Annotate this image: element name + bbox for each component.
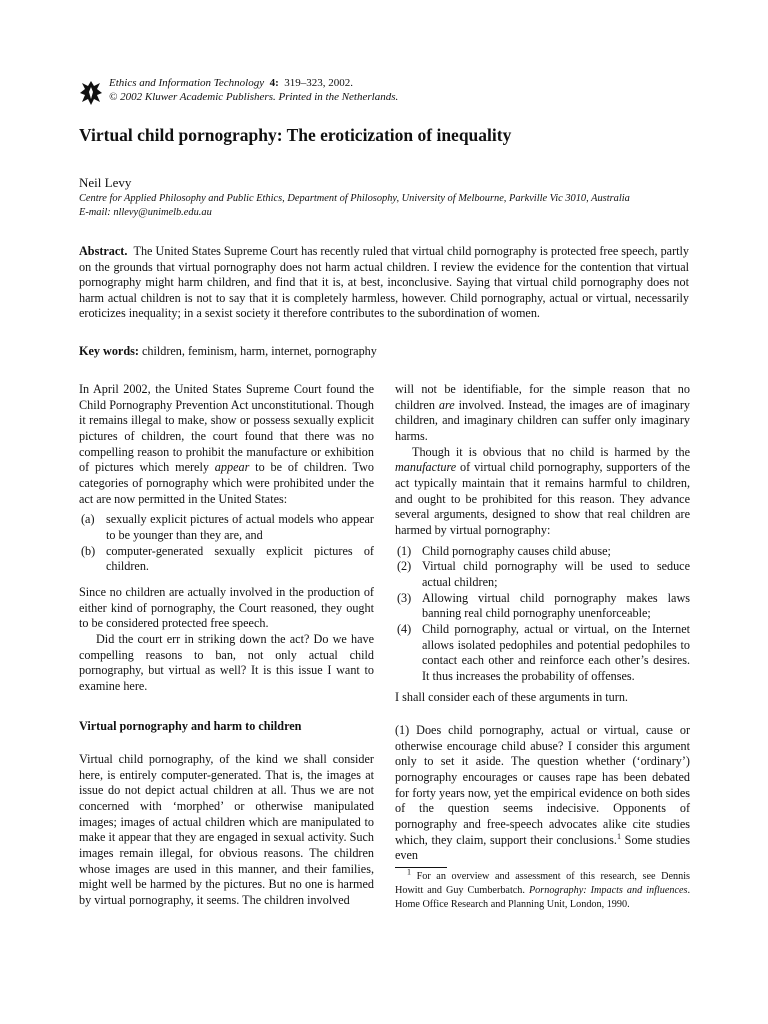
list-text: Child pornography causes child abuse; [422, 543, 611, 558]
journal-pages: 319–323, 2002. [284, 77, 354, 89]
emphasis: Pornography: Impacts and influences [528, 885, 688, 897]
paragraph: Did the court err in striking down the act? Do we have compelling reasons to ban, not only actual child pornography, but virtual as well? It is this issue I want to examine here. [79, 631, 374, 693]
list-text: Child pornography, actual or virtual, on the Internet allows isolated pedophiles and potential pedophiles to contact each other and reinforce each other’s desires. It thus increases the probability of offenses. [422, 621, 690, 683]
list-text: computer-generated sexually explicit pictures of children. [106, 543, 374, 574]
list-item [79, 512, 374, 543]
text-run: For an overview and assessment of this research, see Dennis Howitt and Guy Cumberbatch. [395, 871, 690, 897]
emphasis: are [438, 397, 455, 412]
list-label: (4) [397, 621, 412, 636]
right-column [395, 382, 690, 912]
text-run: (1) Does child pornography, actual or virtual, cause or otherwise encourage child abuse? I consider this argument only to set it aside. The question whether (‘ordinary’) pornography encourages or causes rape has been debated for forty years now, yet the empirical evidence on both sides of the question seems indecisive. Opponents of pornography and free-speech advocates alike cite studies which, they claim, support their conclusions. [395, 723, 690, 847]
journal-info [109, 76, 398, 104]
footnote [395, 867, 691, 912]
paper-title: Virtual child pornography: The eroticization of inequality [79, 125, 512, 145]
list-label: (a) [81, 512, 95, 527]
list-item [395, 622, 690, 685]
keywords-text: children, feminism, harm, internet, pornography [141, 344, 377, 358]
paragraph: Since no children are actually involved in the production of either kind of pornography, the Court reasoned, they ought to be considered protected free speech. [79, 584, 374, 631]
list-label: (3) [397, 590, 412, 605]
footnote-divider [395, 867, 447, 868]
emphasis: manufacture [395, 460, 457, 475]
list-label: (2) [397, 559, 412, 574]
list-item [395, 559, 690, 590]
text-run: to be of children. Two categories of pornography which were prohibited under the act are now permitted in the United States: [79, 460, 374, 506]
paragraph [395, 445, 690, 539]
text-run: of virtual child pornography, supporters of the act typically maintain that it remains harmful to children, and ought to be prohibited for this reason. They advance several arguments, designed to show that real children are harmed by virtual pornography: [395, 460, 690, 537]
abstract-text: The United States Supreme Court has recently ruled that virtual child pornography is protected free speech, partly on the grounds that virtual pornography does not harm actual children. I review the evidence for the contention that virtual pornography might harm children, and find that it is, at best, inconclusive. Saying that virtual child pornography does not harm actual children is not to say that it is completely harmless, however. Child pornography, actual or virtual, necessarily eroticizes inequality; in a sexist society it therefore contributes to the subordination of women. [79, 244, 689, 321]
list-item [79, 544, 374, 575]
paragraph [395, 723, 690, 864]
journal-copyright: © 2002 Kluwer Academic Publishers. Printed in the Netherlands. [109, 91, 399, 103]
text-run: will not be identifiable, for the simple reason that no children [395, 382, 690, 412]
affiliation-text: Centre for Applied Philosophy and Public Ethics, Department of Philosophy, University of Melbourne, Parkville Vic 3010, Australia [79, 193, 630, 204]
abstract-label: Abstract. [79, 244, 128, 258]
text-run: involved. Instead, the images are of imaginary children, and imaginary children can suffer only imaginary harms. [395, 397, 690, 443]
footnote-number: 1 [407, 867, 411, 877]
left-column [79, 382, 374, 909]
paragraph [395, 382, 690, 445]
paragraph [79, 382, 374, 507]
keywords [79, 344, 689, 359]
paragraph: I shall consider each of these arguments in turn. [395, 690, 628, 705]
footnote-marker: 1 [616, 831, 621, 841]
emphasis: appear [214, 460, 250, 475]
keywords-label: Key words: [79, 344, 139, 358]
text-run: Though it is obvious that no child is harmed by the [412, 444, 690, 459]
text-run: Some studies even [395, 832, 690, 863]
list-item [395, 544, 690, 560]
publisher-logo-icon [79, 80, 103, 106]
category-list [79, 512, 374, 575]
list-label: (b) [81, 543, 96, 558]
list-text: sexually explicit pictures of actual models who appear to be younger than they are, and [106, 512, 374, 542]
argument-list [395, 544, 690, 685]
section-heading: Virtual pornography and harm to children [79, 719, 302, 734]
author-name: Neil Levy [79, 175, 132, 190]
list-text: Allowing virtual child pornography makes laws banning real child pornography unenforceable; [422, 590, 690, 621]
journal-header [79, 76, 679, 110]
list-label: (1) [397, 543, 412, 558]
journal-name: Ethics and Information Technology [109, 77, 265, 89]
text-run: . Home Office Research and Planning Unit, London, 1990. [395, 885, 691, 911]
author-affiliation [79, 192, 699, 220]
list-item [395, 591, 690, 622]
paragraph: Virtual child pornography, of the kind we shall consider here, is entirely computer-generated. That is, the images at issue do not depict actual children at all. Thus we are not concerned with ‘morphed’ or otherwise manipulated images; images of actual children which are manipulated to make it appear that they are engaged in sexual activity. Such images remain illegal, for obvious reasons. The children whose images are used in this manner, and their families, might well be harmed by the pictures. But no one is harmed by virtual pornography, it seems. The children involved [79, 752, 374, 908]
list-text: Virtual child pornography will be used to seduce actual children; [422, 559, 690, 589]
abstract [79, 244, 689, 322]
author-email: E-mail: nllevy@unimelb.edu.au [79, 207, 212, 218]
journal-volume: 4: [269, 77, 279, 89]
text-run: In April 2002, the United States Supreme Court found the Child Pornography Prevention Act unconstitutional. Though it remains illegal to make, show or possess sexually explicit pictures of children, the court found that there was no compelling reason to prohibit the manufacture or exhibition of pictures which merely [79, 382, 374, 475]
